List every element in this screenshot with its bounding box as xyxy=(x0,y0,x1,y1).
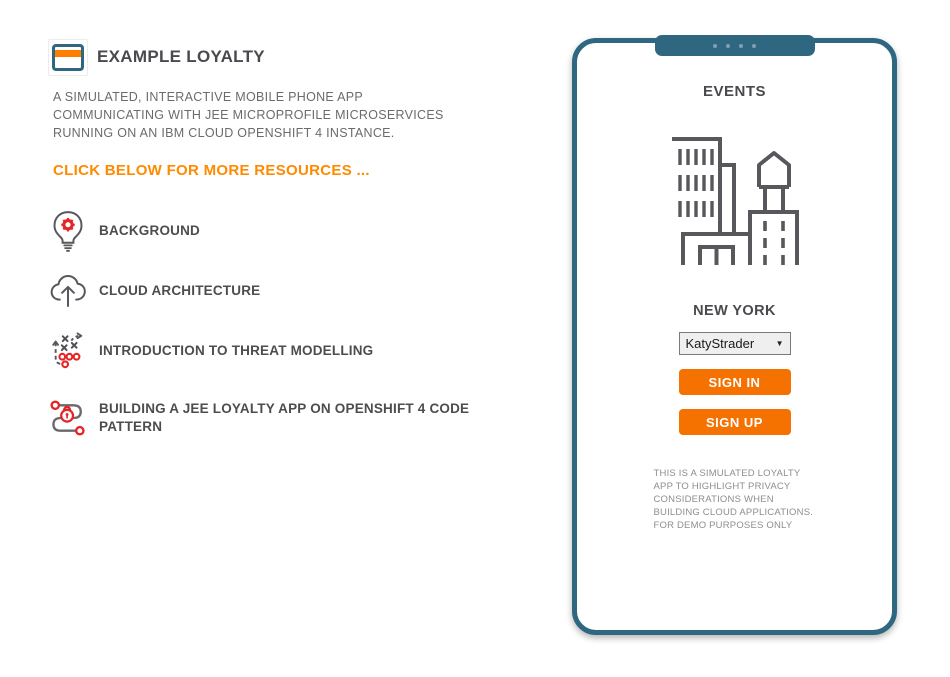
screen-title: EVENTS xyxy=(702,83,766,100)
loyalty-card-icon xyxy=(52,44,84,71)
app-description: A SIMULATED, INTERACTIVE MOBILE PHONE APP COMMUNICATING WITH JEE MICROPROFILE MICROSERVICES RUNNING ON AN IBM CLOUD OPENSHIFT 4 INSTANCE. xyxy=(53,90,444,140)
resource-item-background[interactable] xyxy=(48,208,200,254)
sign-in-button[interactable]: SIGN IN xyxy=(679,369,791,395)
secure-path-lock-icon xyxy=(48,395,88,441)
resource-label: INTRODUCTION TO THREAT MODELLING xyxy=(99,343,374,358)
notch-dot xyxy=(739,44,743,48)
resource-item-cloud-architecture[interactable] xyxy=(48,268,260,314)
resource-item-threat-modelling[interactable] xyxy=(48,328,373,374)
resources-cta-text: CLICK BELOW FOR MORE RESOURCES ... xyxy=(53,162,370,179)
resource-label: CLOUD ARCHITECTURE xyxy=(99,283,261,298)
notch-dot xyxy=(752,44,756,48)
resource-item-jee-code-pattern[interactable] xyxy=(48,395,481,441)
resource-label: BUILDING A JEE LOYALTY APP ON OPENSHIFT 4 CODE PATTERN xyxy=(99,401,470,434)
user-select-value: KatyStrader xyxy=(685,336,755,351)
resource-label: BACKGROUND xyxy=(99,223,200,238)
page-title: EXAMPLE LOYALTY xyxy=(97,47,265,66)
cloud-upload-icon xyxy=(48,268,88,314)
user-select[interactable] xyxy=(679,332,791,355)
city-illustration xyxy=(655,127,815,274)
phone-notch xyxy=(655,35,815,56)
app-icon-tile xyxy=(48,39,88,76)
sign-up-button[interactable]: SIGN UP xyxy=(679,409,791,435)
disclaimer-text: THIS IS A SIMULATED LOYALTY APP TO HIGHLIGHT PRIVACY CONSIDERATIONS WHEN BUILDING CLOUD APPLICATIONS. FOR DEMO PURPOSES ONLY xyxy=(653,468,814,531)
threat-model-icon xyxy=(48,328,88,374)
phone-frame xyxy=(572,38,897,635)
dropdown-arrow-icon: ▼ xyxy=(775,339,784,348)
notch-dot xyxy=(726,44,730,48)
lightbulb-gear-icon xyxy=(48,208,88,254)
location-label: NEW YORK xyxy=(693,303,776,319)
notch-dot xyxy=(713,44,717,48)
